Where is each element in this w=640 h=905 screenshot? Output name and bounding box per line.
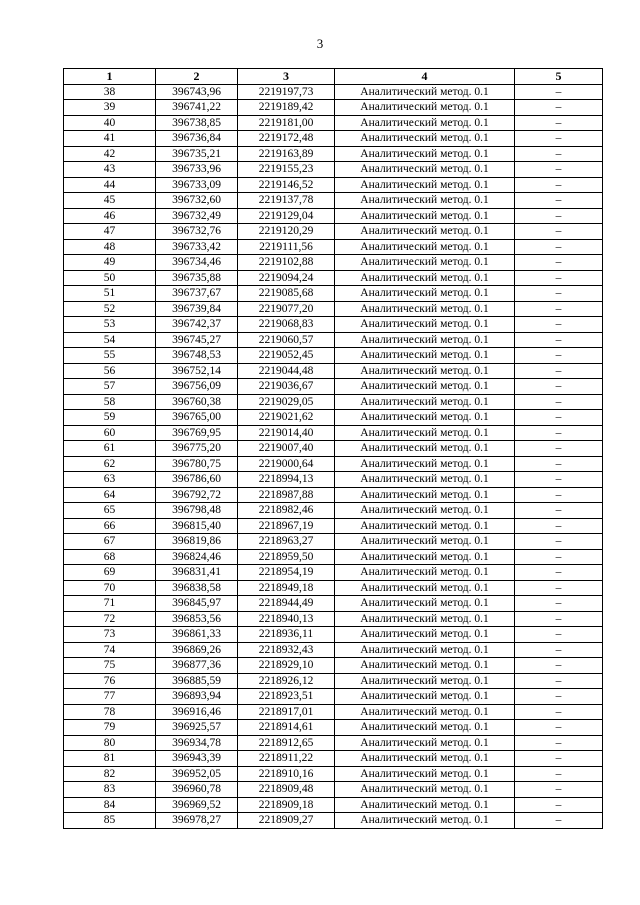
error-cell: – [515, 332, 603, 348]
point-number-cell: 57 [64, 379, 156, 395]
table-row [64, 580, 603, 596]
method-cell: Аналитический метод. 0.1 [335, 797, 515, 813]
error-cell: – [515, 549, 603, 565]
x-coordinate-cell: 396969,52 [156, 797, 238, 813]
y-coordinate-cell: 2218982,46 [238, 503, 335, 519]
error-cell: – [515, 503, 603, 519]
method-cell: Аналитический метод. 0.1 [335, 100, 515, 116]
table-row [64, 735, 603, 751]
y-coordinate-cell: 2219036,67 [238, 379, 335, 395]
point-number-cell: 82 [64, 766, 156, 782]
error-cell: – [515, 782, 603, 798]
table-row [64, 410, 603, 426]
point-number-cell: 55 [64, 348, 156, 364]
y-coordinate-cell: 2218929,10 [238, 658, 335, 674]
error-cell: – [515, 673, 603, 689]
point-number-cell: 79 [64, 720, 156, 736]
x-coordinate-cell: 396893,94 [156, 689, 238, 705]
point-number-cell: 51 [64, 286, 156, 302]
table-row [64, 456, 603, 472]
table-row [64, 162, 603, 178]
table-row [64, 255, 603, 271]
y-coordinate-cell: 2219060,57 [238, 332, 335, 348]
method-cell: Аналитический метод. 0.1 [335, 518, 515, 534]
error-cell: – [515, 565, 603, 581]
y-coordinate-cell: 2219029,05 [238, 394, 335, 410]
x-coordinate-cell: 396780,75 [156, 456, 238, 472]
y-coordinate-cell: 2219137,78 [238, 193, 335, 209]
y-coordinate-cell: 2219077,20 [238, 301, 335, 317]
error-cell: – [515, 131, 603, 147]
error-cell: – [515, 301, 603, 317]
y-coordinate-cell: 2219181,00 [238, 115, 335, 131]
error-cell: – [515, 177, 603, 193]
error-cell: – [515, 255, 603, 271]
point-number-cell: 73 [64, 627, 156, 643]
column-header-3: 3 [238, 69, 335, 85]
point-number-cell: 81 [64, 751, 156, 767]
x-coordinate-cell: 396815,40 [156, 518, 238, 534]
table-row [64, 239, 603, 255]
table-row [64, 797, 603, 813]
point-number-cell: 50 [64, 270, 156, 286]
error-cell: – [515, 766, 603, 782]
x-coordinate-cell: 396738,85 [156, 115, 238, 131]
method-cell: Аналитический метод. 0.1 [335, 394, 515, 410]
column-header-2: 2 [156, 69, 238, 85]
point-number-cell: 85 [64, 813, 156, 829]
point-number-cell: 40 [64, 115, 156, 131]
table-row [64, 177, 603, 193]
y-coordinate-cell: 2219000,64 [238, 456, 335, 472]
y-coordinate-cell: 2218949,18 [238, 580, 335, 596]
method-cell: Аналитический метод. 0.1 [335, 425, 515, 441]
error-cell: – [515, 162, 603, 178]
y-coordinate-cell: 2218923,51 [238, 689, 335, 705]
error-cell: – [515, 363, 603, 379]
x-coordinate-cell: 396733,42 [156, 239, 238, 255]
error-cell: – [515, 348, 603, 364]
table-row [64, 208, 603, 224]
point-number-cell: 72 [64, 611, 156, 627]
table-row [64, 270, 603, 286]
coordinates-table [63, 68, 603, 829]
point-number-cell: 43 [64, 162, 156, 178]
error-cell: – [515, 704, 603, 720]
y-coordinate-cell: 2218909,48 [238, 782, 335, 798]
x-coordinate-cell: 396736,84 [156, 131, 238, 147]
table-row [64, 317, 603, 333]
point-number-cell: 52 [64, 301, 156, 317]
y-coordinate-cell: 2219085,68 [238, 286, 335, 302]
x-coordinate-cell: 396978,27 [156, 813, 238, 829]
point-number-cell: 54 [64, 332, 156, 348]
error-cell: – [515, 658, 603, 674]
error-cell: – [515, 580, 603, 596]
x-coordinate-cell: 396845,97 [156, 596, 238, 612]
method-cell: Аналитический метод. 0.1 [335, 782, 515, 798]
table-row [64, 596, 603, 612]
point-number-cell: 48 [64, 239, 156, 255]
error-cell: – [515, 208, 603, 224]
table-row [64, 472, 603, 488]
method-cell: Аналитический метод. 0.1 [335, 735, 515, 751]
point-number-cell: 84 [64, 797, 156, 813]
y-coordinate-cell: 2219146,52 [238, 177, 335, 193]
method-cell: Аналитический метод. 0.1 [335, 84, 515, 100]
point-number-cell: 42 [64, 146, 156, 162]
table-row [64, 673, 603, 689]
x-coordinate-cell: 396752,14 [156, 363, 238, 379]
point-number-cell: 66 [64, 518, 156, 534]
point-number-cell: 68 [64, 549, 156, 565]
y-coordinate-cell: 2218911,22 [238, 751, 335, 767]
method-cell: Аналитический метод. 0.1 [335, 441, 515, 457]
error-cell: – [515, 146, 603, 162]
point-number-cell: 69 [64, 565, 156, 581]
y-coordinate-cell: 2219007,40 [238, 441, 335, 457]
table-row [64, 115, 603, 131]
y-coordinate-cell: 2218954,19 [238, 565, 335, 581]
error-cell: – [515, 534, 603, 550]
table-row [64, 100, 603, 116]
point-number-cell: 83 [64, 782, 156, 798]
error-cell: – [515, 224, 603, 240]
x-coordinate-cell: 396819,86 [156, 534, 238, 550]
method-cell: Аналитический метод. 0.1 [335, 627, 515, 643]
error-cell: – [515, 317, 603, 333]
method-cell: Аналитический метод. 0.1 [335, 472, 515, 488]
method-cell: Аналитический метод. 0.1 [335, 317, 515, 333]
error-cell: – [515, 751, 603, 767]
error-cell: – [515, 720, 603, 736]
point-number-cell: 47 [64, 224, 156, 240]
table-row [64, 348, 603, 364]
error-cell: – [515, 735, 603, 751]
table-row [64, 224, 603, 240]
x-coordinate-cell: 396786,60 [156, 472, 238, 488]
method-cell: Аналитический метод. 0.1 [335, 720, 515, 736]
y-coordinate-cell: 2218932,43 [238, 642, 335, 658]
x-coordinate-cell: 396735,88 [156, 270, 238, 286]
point-number-cell: 38 [64, 84, 156, 100]
x-coordinate-cell: 396775,20 [156, 441, 238, 457]
error-cell: – [515, 611, 603, 627]
error-cell: – [515, 472, 603, 488]
x-coordinate-cell: 396734,46 [156, 255, 238, 271]
table-row [64, 549, 603, 565]
y-coordinate-cell: 2219052,45 [238, 348, 335, 364]
y-coordinate-cell: 2219155,23 [238, 162, 335, 178]
table-row [64, 813, 603, 829]
method-cell: Аналитический метод. 0.1 [335, 751, 515, 767]
error-cell: – [515, 100, 603, 116]
y-coordinate-cell: 2218944,49 [238, 596, 335, 612]
x-coordinate-cell: 396756,09 [156, 379, 238, 395]
y-coordinate-cell: 2219068,83 [238, 317, 335, 333]
table-row [64, 518, 603, 534]
error-cell: – [515, 115, 603, 131]
method-cell: Аналитический метод. 0.1 [335, 332, 515, 348]
method-cell: Аналитический метод. 0.1 [335, 658, 515, 674]
method-cell: Аналитический метод. 0.1 [335, 565, 515, 581]
method-cell: Аналитический метод. 0.1 [335, 580, 515, 596]
y-coordinate-cell: 2219129,04 [238, 208, 335, 224]
page-number: 3 [316, 36, 324, 51]
y-coordinate-cell: 2218909,27 [238, 813, 335, 829]
y-coordinate-cell: 2218917,01 [238, 704, 335, 720]
y-coordinate-cell: 2218910,16 [238, 766, 335, 782]
x-coordinate-cell: 396769,95 [156, 425, 238, 441]
method-cell: Аналитический метод. 0.1 [335, 115, 515, 131]
table-row [64, 782, 603, 798]
table-header-row [64, 69, 603, 85]
table-row [64, 84, 603, 100]
point-number-cell: 71 [64, 596, 156, 612]
point-number-cell: 74 [64, 642, 156, 658]
y-coordinate-cell: 2219021,62 [238, 410, 335, 426]
method-cell: Аналитический метод. 0.1 [335, 487, 515, 503]
point-number-cell: 67 [64, 534, 156, 550]
table-body [64, 84, 603, 828]
y-coordinate-cell: 2219120,29 [238, 224, 335, 240]
x-coordinate-cell: 396765,00 [156, 410, 238, 426]
point-number-cell: 76 [64, 673, 156, 689]
point-number-cell: 44 [64, 177, 156, 193]
y-coordinate-cell: 2218926,12 [238, 673, 335, 689]
method-cell: Аналитический метод. 0.1 [335, 224, 515, 240]
x-coordinate-cell: 396760,38 [156, 394, 238, 410]
x-coordinate-cell: 396952,05 [156, 766, 238, 782]
y-coordinate-cell: 2218936,11 [238, 627, 335, 643]
y-coordinate-cell: 2218940,13 [238, 611, 335, 627]
table-row [64, 751, 603, 767]
table-row [64, 534, 603, 550]
table-row [64, 394, 603, 410]
error-cell: – [515, 689, 603, 705]
x-coordinate-cell: 396877,36 [156, 658, 238, 674]
x-coordinate-cell: 396934,78 [156, 735, 238, 751]
point-number-cell: 53 [64, 317, 156, 333]
x-coordinate-cell: 396916,46 [156, 704, 238, 720]
x-coordinate-cell: 396798,48 [156, 503, 238, 519]
table-row [64, 627, 603, 643]
table-row [64, 658, 603, 674]
x-coordinate-cell: 396733,09 [156, 177, 238, 193]
x-coordinate-cell: 396861,33 [156, 627, 238, 643]
y-coordinate-cell: 2219189,42 [238, 100, 335, 116]
point-number-cell: 41 [64, 131, 156, 147]
table-row [64, 611, 603, 627]
method-cell: Аналитический метод. 0.1 [335, 704, 515, 720]
table-row [64, 379, 603, 395]
error-cell: – [515, 270, 603, 286]
y-coordinate-cell: 2218994,13 [238, 472, 335, 488]
point-number-cell: 60 [64, 425, 156, 441]
method-cell: Аналитический метод. 0.1 [335, 270, 515, 286]
error-cell: – [515, 286, 603, 302]
method-cell: Аналитический метод. 0.1 [335, 813, 515, 829]
method-cell: Аналитический метод. 0.1 [335, 689, 515, 705]
error-cell: – [515, 441, 603, 457]
point-number-cell: 45 [64, 193, 156, 209]
point-number-cell: 39 [64, 100, 156, 116]
table-row [64, 441, 603, 457]
x-coordinate-cell: 396739,84 [156, 301, 238, 317]
method-cell: Аналитический метод. 0.1 [335, 363, 515, 379]
x-coordinate-cell: 396733,96 [156, 162, 238, 178]
method-cell: Аналитический метод. 0.1 [335, 534, 515, 550]
method-cell: Аналитический метод. 0.1 [335, 642, 515, 658]
method-cell: Аналитический метод. 0.1 [335, 301, 515, 317]
table-row [64, 766, 603, 782]
method-cell: Аналитический метод. 0.1 [335, 503, 515, 519]
y-coordinate-cell: 2218967,19 [238, 518, 335, 534]
x-coordinate-cell: 396925,57 [156, 720, 238, 736]
point-number-cell: 80 [64, 735, 156, 751]
error-cell: – [515, 410, 603, 426]
x-coordinate-cell: 396960,78 [156, 782, 238, 798]
method-cell: Аналитический метод. 0.1 [335, 379, 515, 395]
y-coordinate-cell: 2219094,24 [238, 270, 335, 286]
y-coordinate-cell: 2218963,27 [238, 534, 335, 550]
error-cell: – [515, 518, 603, 534]
x-coordinate-cell: 396792,72 [156, 487, 238, 503]
y-coordinate-cell: 2218914,61 [238, 720, 335, 736]
point-number-cell: 56 [64, 363, 156, 379]
error-cell: – [515, 797, 603, 813]
x-coordinate-cell: 396737,67 [156, 286, 238, 302]
error-cell: – [515, 394, 603, 410]
x-coordinate-cell: 396943,39 [156, 751, 238, 767]
error-cell: – [515, 379, 603, 395]
x-coordinate-cell: 396853,56 [156, 611, 238, 627]
point-number-cell: 46 [64, 208, 156, 224]
error-cell: – [515, 239, 603, 255]
method-cell: Аналитический метод. 0.1 [335, 208, 515, 224]
point-number-cell: 63 [64, 472, 156, 488]
y-coordinate-cell: 2219172,48 [238, 131, 335, 147]
point-number-cell: 65 [64, 503, 156, 519]
y-coordinate-cell: 2218909,18 [238, 797, 335, 813]
table-row [64, 425, 603, 441]
error-cell: – [515, 425, 603, 441]
method-cell: Аналитический метод. 0.1 [335, 348, 515, 364]
y-coordinate-cell: 2219102,88 [238, 255, 335, 271]
point-number-cell: 78 [64, 704, 156, 720]
point-number-cell: 64 [64, 487, 156, 503]
x-coordinate-cell: 396745,27 [156, 332, 238, 348]
y-coordinate-cell: 2219014,40 [238, 425, 335, 441]
point-number-cell: 62 [64, 456, 156, 472]
table-row [64, 332, 603, 348]
error-cell: – [515, 193, 603, 209]
method-cell: Аналитический метод. 0.1 [335, 131, 515, 147]
x-coordinate-cell: 396838,58 [156, 580, 238, 596]
error-cell: – [515, 642, 603, 658]
error-cell: – [515, 813, 603, 829]
method-cell: Аналитический метод. 0.1 [335, 193, 515, 209]
x-coordinate-cell: 396735,21 [156, 146, 238, 162]
y-coordinate-cell: 2219044,48 [238, 363, 335, 379]
y-coordinate-cell: 2218912,65 [238, 735, 335, 751]
y-coordinate-cell: 2219163,89 [238, 146, 335, 162]
point-number-cell: 49 [64, 255, 156, 271]
x-coordinate-cell: 396742,37 [156, 317, 238, 333]
table-row [64, 131, 603, 147]
x-coordinate-cell: 396732,60 [156, 193, 238, 209]
point-number-cell: 75 [64, 658, 156, 674]
table-row [64, 146, 603, 162]
method-cell: Аналитический метод. 0.1 [335, 162, 515, 178]
point-number-cell: 58 [64, 394, 156, 410]
table-row [64, 363, 603, 379]
error-cell: – [515, 487, 603, 503]
table-row [64, 193, 603, 209]
table-row [64, 689, 603, 705]
x-coordinate-cell: 396824,46 [156, 549, 238, 565]
x-coordinate-cell: 396869,26 [156, 642, 238, 658]
method-cell: Аналитический метод. 0.1 [335, 410, 515, 426]
column-header-1: 1 [64, 69, 156, 85]
column-header-4: 4 [335, 69, 515, 85]
method-cell: Аналитический метод. 0.1 [335, 766, 515, 782]
y-coordinate-cell: 2219197,73 [238, 84, 335, 100]
method-cell: Аналитический метод. 0.1 [335, 146, 515, 162]
table-row [64, 565, 603, 581]
error-cell: – [515, 456, 603, 472]
table-row [64, 487, 603, 503]
x-coordinate-cell: 396831,41 [156, 565, 238, 581]
error-cell: – [515, 84, 603, 100]
point-number-cell: 61 [64, 441, 156, 457]
point-number-cell: 59 [64, 410, 156, 426]
table-row [64, 720, 603, 736]
error-cell: – [515, 627, 603, 643]
method-cell: Аналитический метод. 0.1 [335, 611, 515, 627]
x-coordinate-cell: 396885,59 [156, 673, 238, 689]
x-coordinate-cell: 396743,96 [156, 84, 238, 100]
method-cell: Аналитический метод. 0.1 [335, 177, 515, 193]
method-cell: Аналитический метод. 0.1 [335, 456, 515, 472]
x-coordinate-cell: 396741,22 [156, 100, 238, 116]
table-row [64, 286, 603, 302]
method-cell: Аналитический метод. 0.1 [335, 239, 515, 255]
method-cell: Аналитический метод. 0.1 [335, 596, 515, 612]
method-cell: Аналитический метод. 0.1 [335, 549, 515, 565]
x-coordinate-cell: 396748,53 [156, 348, 238, 364]
column-header-5: 5 [515, 69, 603, 85]
y-coordinate-cell: 2219111,56 [238, 239, 335, 255]
point-number-cell: 77 [64, 689, 156, 705]
error-cell: – [515, 596, 603, 612]
table-row [64, 704, 603, 720]
x-coordinate-cell: 396732,76 [156, 224, 238, 240]
y-coordinate-cell: 2218987,88 [238, 487, 335, 503]
table-row [64, 503, 603, 519]
table-row [64, 301, 603, 317]
method-cell: Аналитический метод. 0.1 [335, 673, 515, 689]
method-cell: Аналитический метод. 0.1 [335, 286, 515, 302]
x-coordinate-cell: 396732,49 [156, 208, 238, 224]
y-coordinate-cell: 2218959,50 [238, 549, 335, 565]
point-number-cell: 70 [64, 580, 156, 596]
method-cell: Аналитический метод. 0.1 [335, 255, 515, 271]
table-row [64, 642, 603, 658]
